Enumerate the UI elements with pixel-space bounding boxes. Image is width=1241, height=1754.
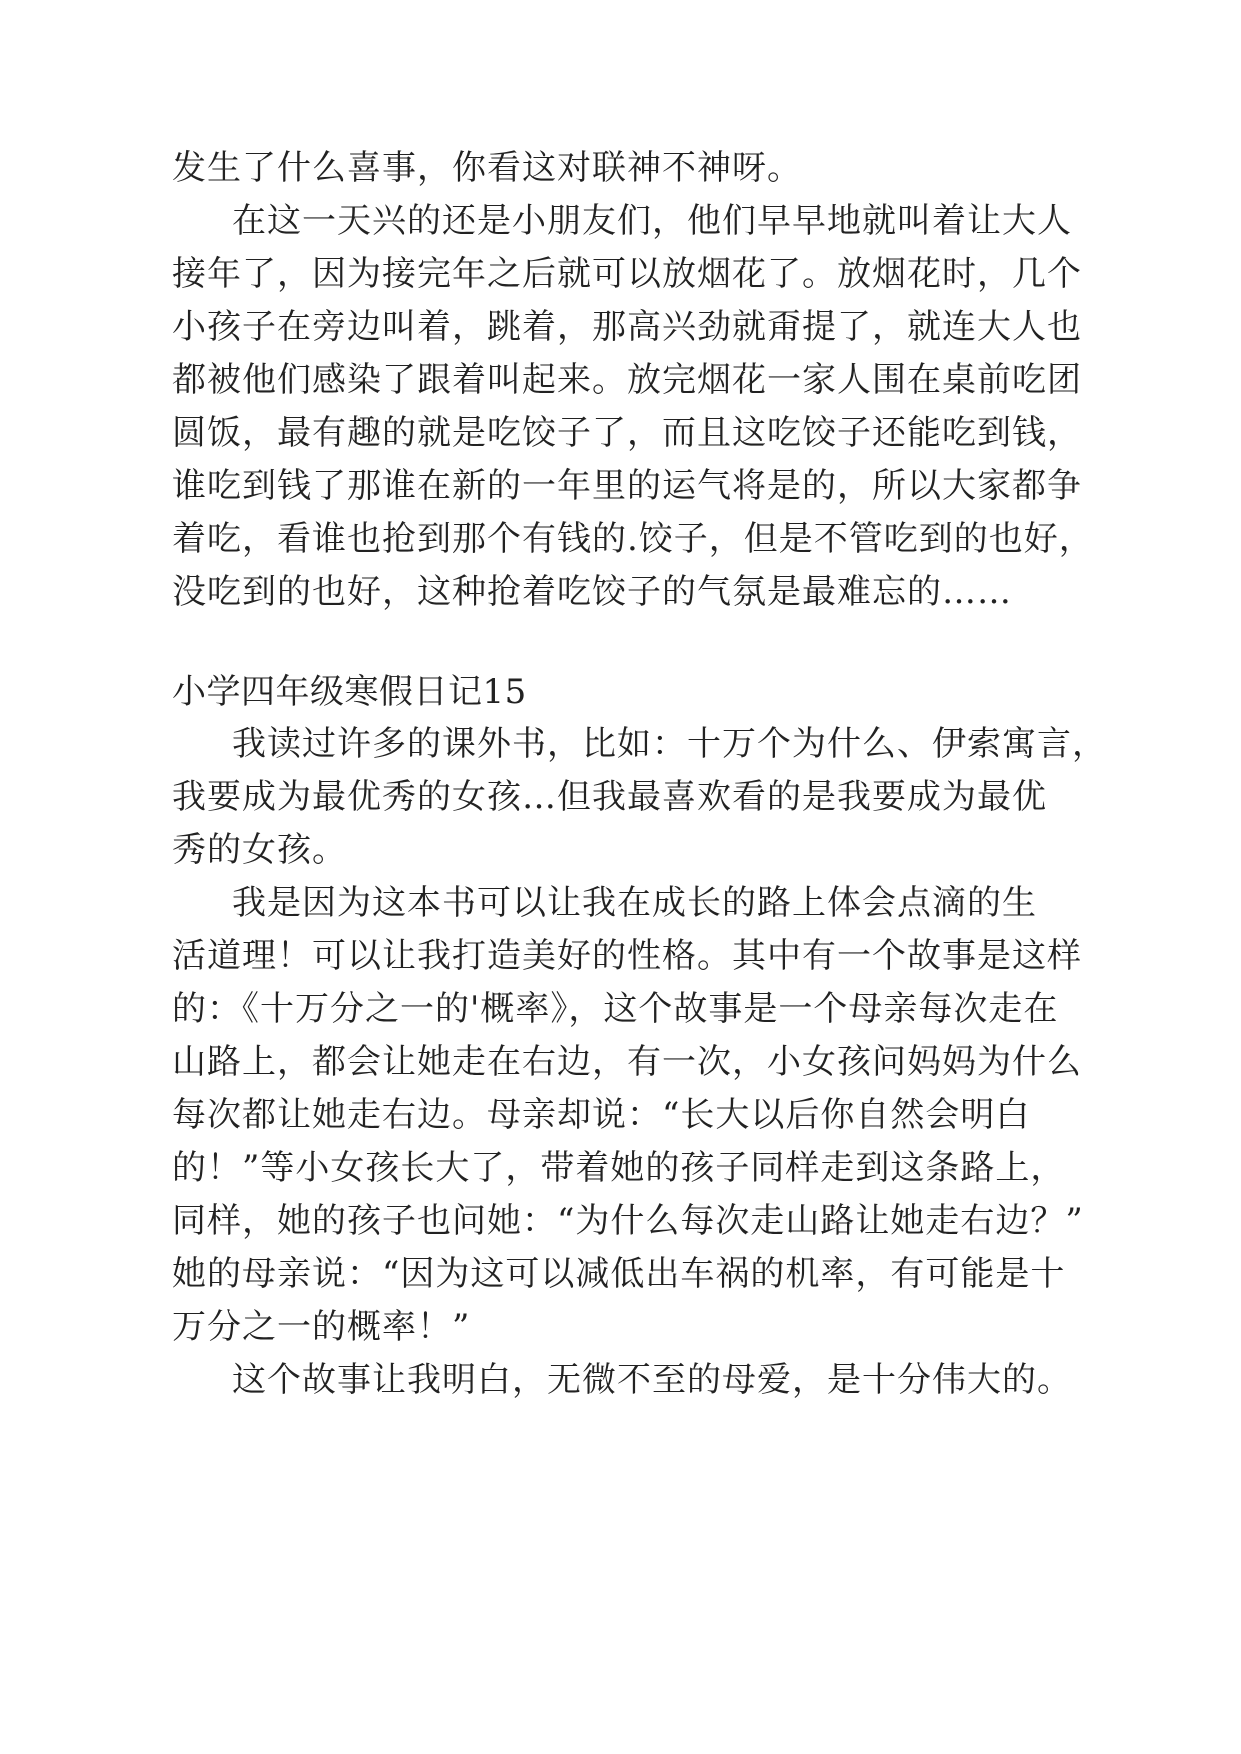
text-line: 谁吃到钱了那谁在新的一年里的运气将是的，所以大家都争 [172,466,1082,506]
text-line: 她的母亲说：“因为这可以减低出车祸的机率，有可能是十 [172,1254,1066,1294]
entry-title: 小学四年级寒假日记15 [172,672,527,712]
text-line: 着吃，看谁也抢到那个有钱的.饺子，但是不管吃到的也好， [172,519,1094,559]
text-line: 秀的女孩。 [172,830,347,870]
text-line: 万分之一的概率！” [172,1307,471,1347]
text-line: 我要成为最优秀的女孩…但我最喜欢看的是我要成为最优 [172,777,1047,817]
text-line: 活道理！可以让我打造美好的性格。其中有一个故事是这样 [172,936,1082,976]
paragraph-first-line: 我读过许多的课外书，比如：十万个为什么、伊索寓言， [232,724,1107,764]
paragraph-first-line: 在这一天兴的还是小朋友们，他们早早地就叫着让大人 [232,201,1072,241]
text-line: 接年了，因为接完年之后就可以放烟花了。放烟花时，几个 [172,254,1082,294]
text-line: 发生了什么喜事，你看这对联神不神呀。 [172,148,802,188]
text-line: 山路上，都会让她走在右边，有一次，小女孩问妈妈为什么 [172,1042,1082,1082]
text-line: 的：《十万分之一的'概率》，这个故事是一个母亲每次走在 [172,989,1059,1029]
text-line: 小孩子在旁边叫着，跳着，那高兴劲就甭提了，就连大人也 [172,307,1082,347]
paragraph-first-line: 我是因为这本书可以让我在成长的路上体会点滴的生 [232,883,1037,923]
text-line: 同样，她的孩子也问她：“为什么每次走山路让她走右边？” [172,1201,1084,1241]
text-line: 的！”等小女孩长大了，带着她的孩子同样走到这条路上， [172,1148,1066,1188]
paragraph-first-line: 这个故事让我明白，无微不至的母爱，是十分伟大的。 [232,1360,1072,1400]
text-line: 圆饭，最有趣的就是吃饺子了，而且这吃饺子还能吃到钱， [172,413,1082,453]
text-line: 都被他们感染了跟着叫起来。放完烟花一家人围在桌前吃团 [172,360,1082,400]
text-line: 没吃到的也好，这种抢着吃饺子的气氛是最难忘的…… [172,572,1012,612]
text-line: 每次都让她走右边。母亲却说：“长大以后你自然会明白 [172,1095,1031,1135]
